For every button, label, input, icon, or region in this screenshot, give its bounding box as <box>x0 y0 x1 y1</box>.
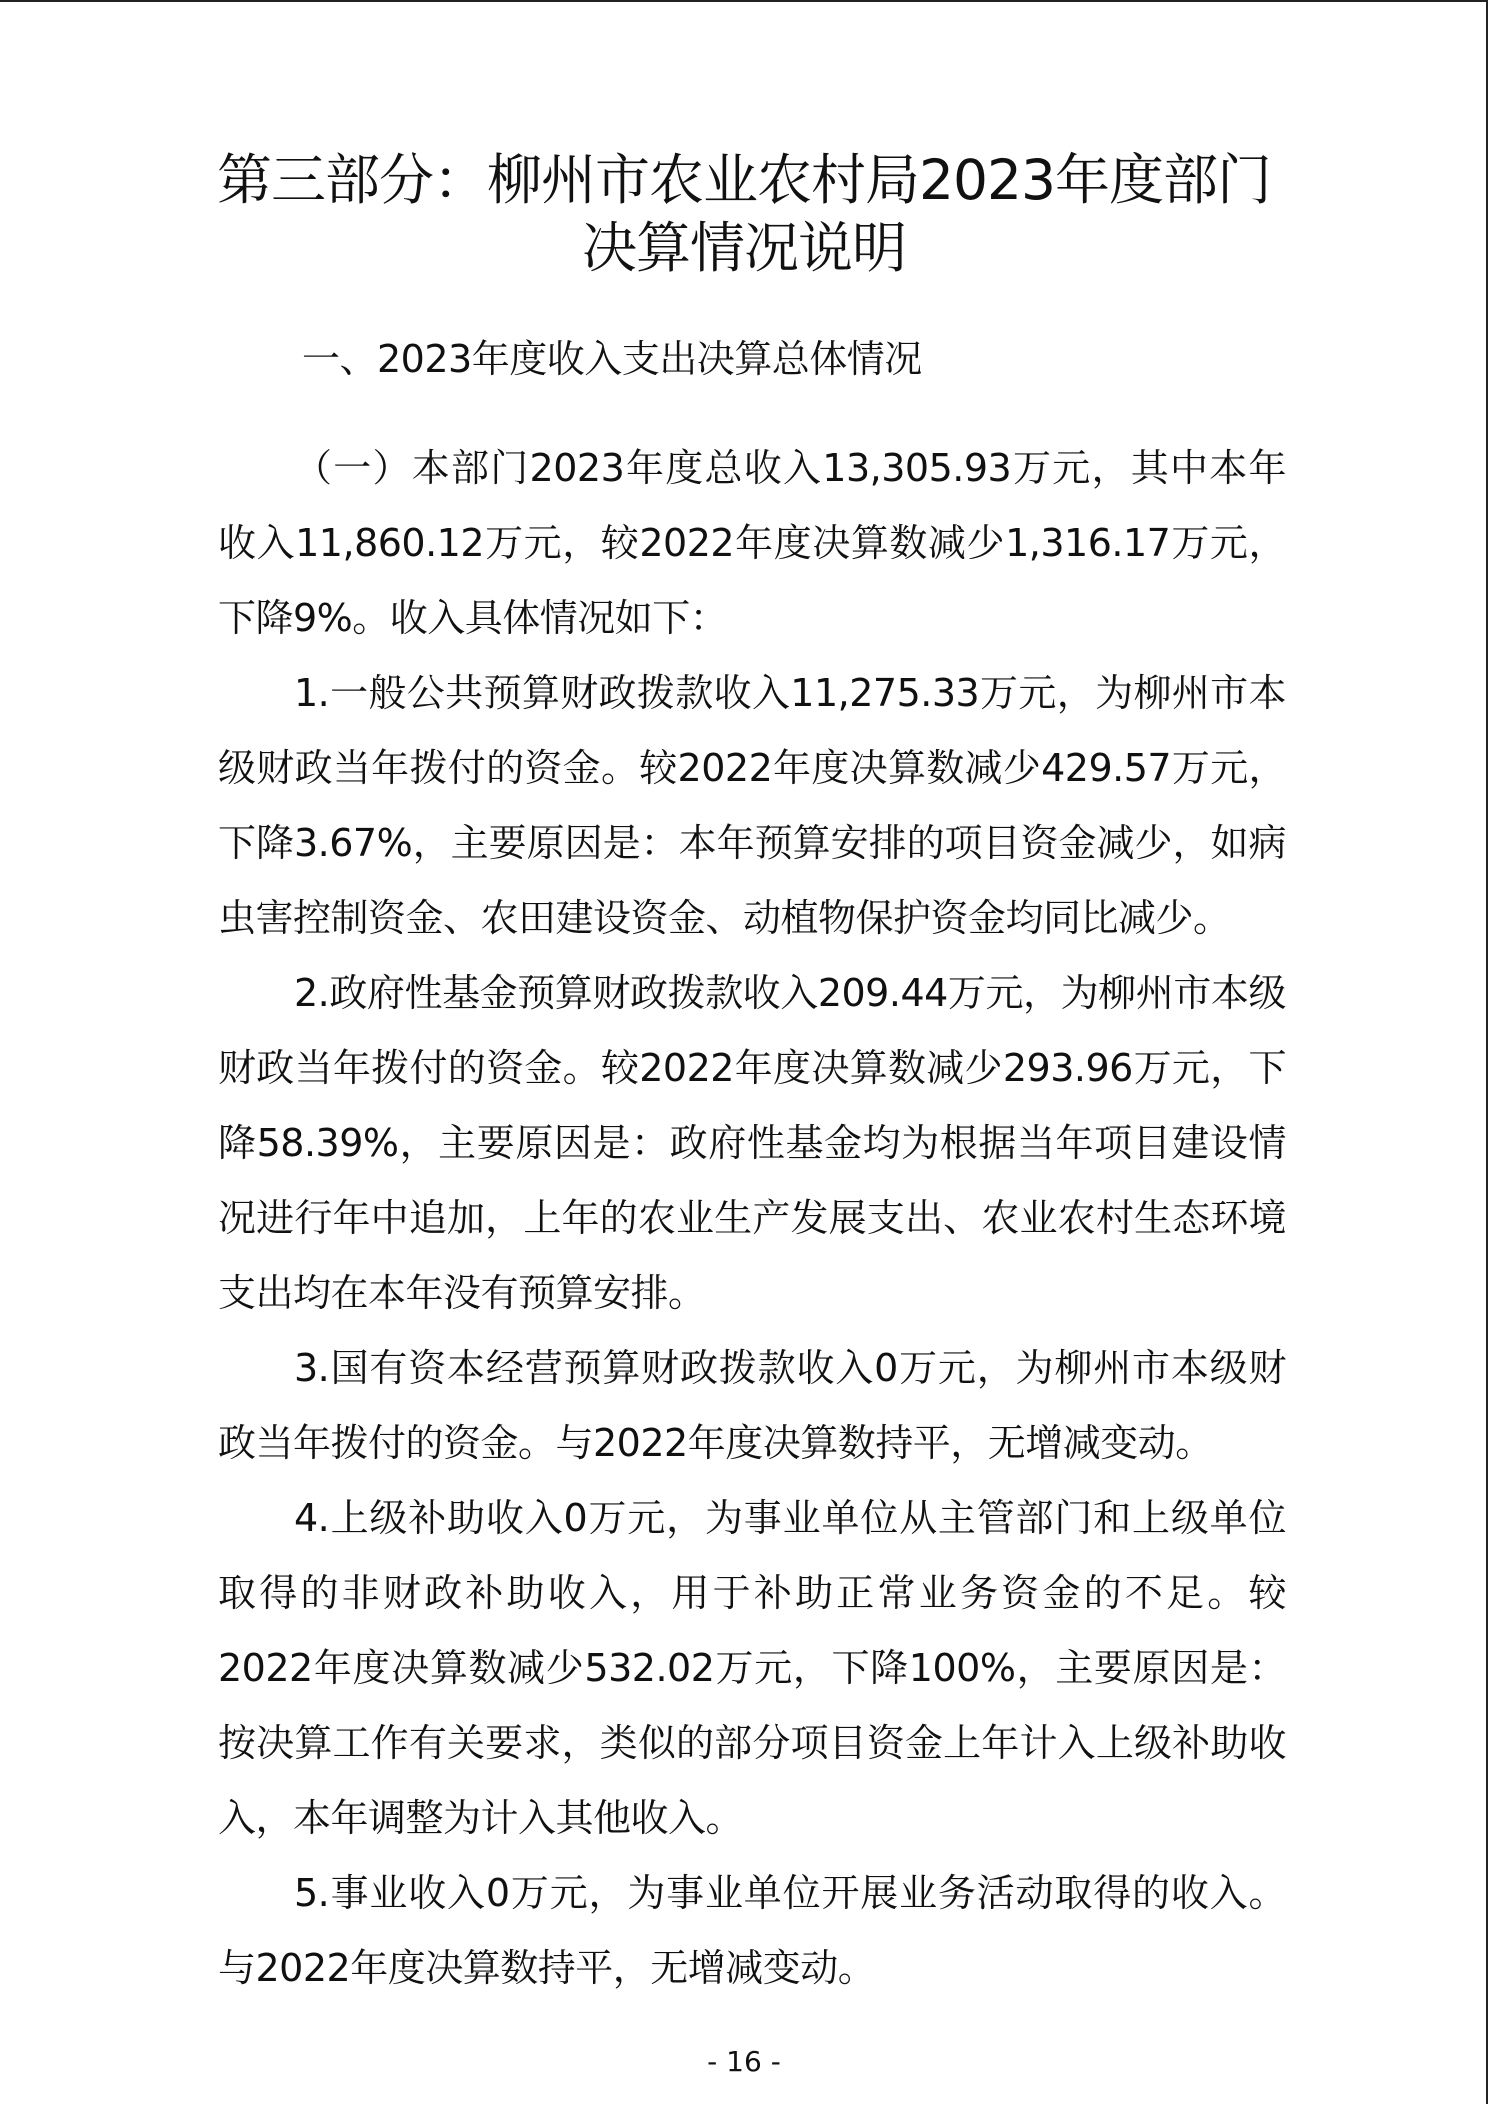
spacer <box>218 397 1286 431</box>
paragraph-superior-subsidy: 4.上级补助收入0万元，为事业单位从主管部门和上级单位取得的非财政补助收入，用于补助正常业务资金的不足。较2022年度决算数减少532.02万元，下降100%，主要原因是：按决算工作有关要求，类似的部分项目资金上年计入上级补助收入，本年调整为计入其他收入。 <box>218 1496 1286 1840</box>
paragraph-business-income: 5.事业收入0万元，为事业单位开展业务活动取得的收入。与2022年度决算数持平，无增减变动。 <box>218 1871 1286 1990</box>
paragraph-government-fund: 2.政府性基金预算财政拨款收入209.44万元，为柳州市本级财政当年拨付的资金。较2022年度决算数减少293.96万元，下降58.39%，主要原因是：政府性基金均为根据当年项目建设情况进行年中追加，上年的农业生产发展支出、农业农村生态环境支出均在本年没有预算安排。 <box>218 971 1286 1315</box>
title-line-1: 第三部分：柳州市农业农村局2023年度部门 <box>217 148 1271 212</box>
page-number: - 16 - <box>707 2045 781 2078</box>
section-heading: 一、2023年度收入支出决算总体情况 <box>302 337 922 381</box>
title-line-2: 决算情况说明 <box>581 216 906 280</box>
document-body <box>218 322 1286 2006</box>
paragraph-general-budget: 1.一般公共预算财政拨款收入11,275.33万元，为柳州市本级财政当年拨付的资金。较2022年度决算数减少429.57万元，下降3.67%，主要原因是：本年预算安排的项目资金减少，如病虫害控制资金、农田建设资金、动植物保护资金均同比减少。 <box>218 671 1286 940</box>
paragraph-state-capital: 3.国有资本经营预算财政拨款收入0万元，为柳州市本级财政当年拨付的资金。与2022年度决算数持平，无增减变动。 <box>218 1346 1286 1465</box>
page-title <box>150 146 1338 282</box>
page-border-top <box>0 0 1488 2</box>
paragraph-total-income: （一）本部门2023年度总收入13,305.93万元，其中本年收入11,860.12万元，较2022年度决算数减少1,316.17万元，下降9%。收入具体情况如下： <box>218 446 1286 640</box>
